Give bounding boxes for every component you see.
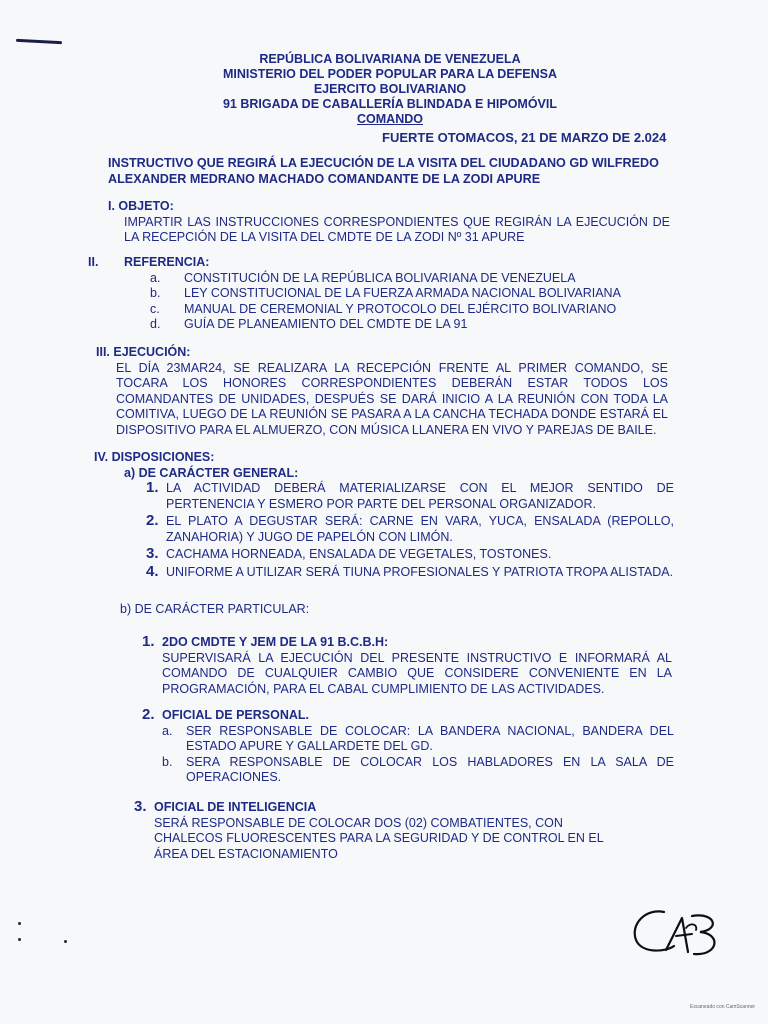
header-line-5: COMANDO [357,112,423,126]
particular-item-2-heading: OFICIAL DE PERSONAL. [162,708,310,722]
referencia-item [150,271,678,287]
particular-subitem [162,755,674,786]
particular-item-1-row [142,635,672,697]
list-marker: 2. [146,512,159,529]
letterhead [190,52,590,127]
list-marker: 1. [146,479,159,496]
list-marker: b. [162,754,173,769]
list-marker: 4. [146,562,159,580]
list-marker: 3. [146,545,159,562]
general-heading: a) DE CARÁCTER GENERAL: [124,465,299,480]
referencia-item-text: GUÍA DE PLANEAMIENTO DEL CMDTE DE LA 91 [184,317,468,331]
header-line-4: 91 BRIGADA DE CABALLERÍA BLINDADA E HIPOMÓVIL [222,97,558,111]
particular-heading: b) DE CARÁCTER PARTICULAR: [120,602,310,616]
objeto-text: IMPARTIR LAS INSTRUCCIONES CORRESPONDIENTES QUE REGIRÁN LA EJECUCIÓN DE LA RECEPCIÓN DE LA VISITA DEL CMDTE DE LA ZODI Nº 31 APURE [124,214,670,244]
list-marker: 2. [142,706,155,723]
particular-subitem-text: SERA RESPONSABLE DE COLOCAR LOS HABLADORES EN LA SALA DE OPERACIONES. [186,754,674,784]
list-marker: b. [150,286,161,300]
general-item-text: CACHAMA HORNEADA, ENSALADA DE VEGETALES, TOSTONES. [166,547,552,561]
scan-speck [18,938,21,941]
general-item [146,481,674,512]
referencia-item-text: LEY CONSTITUCIONAL DE LA FUERZA ARMADA NACIONAL BOLIVARIANA [184,286,621,300]
header-line-3: EJERCITO BOLIVARIANO [313,82,467,96]
referencia-item-text: MANUAL DE CEREMONIAL Y PROTOCOLO DEL EJÉRCITO BOLIVARIANO [184,301,617,316]
pen-mark [16,39,62,44]
section-referencia [88,255,678,333]
section-ejecucion [96,345,668,438]
particular-subitem-text: SER RESPONSABLE DE COLOCAR: LA BANDERA NACIONAL, BANDERA DEL ESTADO APURE Y GALLARDETE DEL GD. [186,723,674,753]
general-item-text: UNIFORME A UTILIZAR SERÁ TIUNA PROFESIONALES Y PATRIOTA TROPA ALISTADA. [166,564,674,579]
referencia-item [150,317,678,333]
header-line-1: REPÚBLICA BOLIVARIANA DE VENEZUELA [259,52,521,66]
section-objeto [108,199,670,246]
particular-item-3-row [134,800,674,862]
list-marker: a. [150,270,161,285]
particular-item-3-line-1: SERÁ RESPONSABLE DE COLOCAR DOS (02) COMBATIENTES, CON [154,815,563,830]
particular-item-1-heading: 2DO CMDTE Y JEM DE LA 91 B.C.B.H: [162,635,389,649]
document-date: FUERTE OTOMACOS, 21 DE MARZO DE 2.024 [382,130,667,145]
disposiciones-heading: IV. DISPOSICIONES: [94,450,215,464]
general-item-text: LA ACTIVIDAD DEBERÁ MATERIALIZARSE CON EL MEJOR SENTIDO DE PERTENENCIA Y ESMERO POR PARTE DEL PERSONAL ORGANIZADOR. [166,481,674,511]
particular-item-2-row [142,708,674,724]
particular-item-3-line-3: ÁREA DEL ESTACIONAMIENTO [154,846,338,861]
particular-item-1 [142,635,672,697]
list-marker: a. [162,723,173,738]
referencia-heading: REFERENCIA: [124,255,210,269]
list-marker: 3. [134,798,147,815]
referencia-item-text: CONSTITUCIÓN DE LA REPÚBLICA BOLIVARIANA DE VENEZUELA [184,270,576,285]
referencia-item [150,286,678,302]
referencia-item [150,302,678,318]
particular-item-2 [142,708,674,786]
ejecucion-text: EL DÍA 23MAR24, SE REALIZARA LA RECEPCIÓN FRENTE AL PRIMER COMANDO, SE TOCARA LOS HONORES CORRESPONDIENTES DEBERÁN ESTAR TODOS LOS COMANDANTES DE UNIDADES, DESPUÉS SE DARÁ INICIO A LA REUNIÓN CON TODA LA COMITIVA, LUEGO DE LA REUNIÓN SE PASARA A LA CANCHA TECHADA DONDE ESTARÁ EL DISPOSITIVO PARA EL ALMUERZO, CON MÚSICA LLANERA EN VIVO Y PAREJAS DE BAILE. [116,360,668,437]
scan-speck [64,940,67,943]
document-title: INSTRUCTIVO QUE REGIRÁ LA EJECUCIÓN DE LA VISITA DEL CIUDADANO GD WILFREDO ALEXANDER MEDRANO MACHADO COMANDANTE DE LA ZODI APURE [108,156,659,186]
objeto-heading: I. OBJETO: [108,199,174,213]
general-item-text: EL PLATO A DEGUSTAR SERÁ: CARNE EN VARA, YUCA, ENSALADA (REPOLLO, ZANAHORIA) Y JUGO DE PAPELÓN CON LIMÓN. [166,514,674,544]
scan-speck [18,922,21,925]
referencia-number: II. [88,255,99,269]
particular-subitem [162,724,674,755]
ejecucion-heading: III. EJECUCIÓN: [96,345,191,359]
signature [626,902,726,964]
general-item [146,514,674,545]
particular-item-3-heading: OFICIAL DE INTELIGENCIA [154,800,317,814]
list-marker: c. [150,301,160,316]
section-disposiciones [94,450,674,580]
header-line-2: MINISTERIO DEL PODER POPULAR PARA LA DEFENSA [222,67,558,81]
particular-item-1-text: SUPERVISARÁ LA EJECUCIÓN DEL PRESENTE INSTRUCTIVO E INFORMARÁ AL COMANDO DE CUALQUIER CAMBIO QUE CONSIDERE CONVENIENTE EN LA PROGRAMACIÓN, PARA EL CABAL CUMPLIMIENTO DE LAS ACTIVIDADES. [162,650,672,696]
particular-item-3-line-2: CHALECOS FLUORESCENTES PARA LA SEGURIDAD Y DE CONTROL EN EL [154,831,604,845]
list-marker: d. [150,317,161,331]
scanner-watermark: Escaneado con CamScanner [690,1004,756,1010]
particular-item-3 [134,800,674,862]
list-marker: 1. [142,633,155,650]
general-item [146,547,674,563]
general-item [146,562,674,581]
